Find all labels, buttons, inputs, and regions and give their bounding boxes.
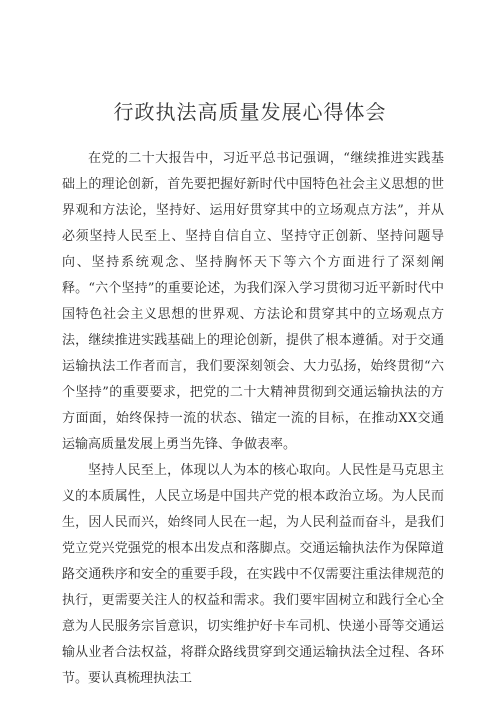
document-body [62, 146, 444, 692]
paragraph-1: 在党的二十大报告中，习近平总书记强调，“继续推进实践基础上的理论创新，首先要把握好新时代中国特色社会主义思想的世界观和方法论，坚持好、运用好贯穿其中的立场观点方法”，并从必须坚持人民至上、坚持自信自立、坚持守正创新、坚持问题导向、坚持系统观念、坚持胸怀天下等六个方面进行了深刻阐释。“六个坚持”的重要论述，为我们深入学习贯彻习近平新时代中国特色社会主义思想的世界观、方法论和贯穿其中的立场观点方法，继续推进实践基础上的理论创新，提供了根本遵循。对于交通运输执法工作者而言，我们要深刻领会、大力弘扬，始终贯彻“六个坚持”的重要要求，把党的二十大精神贯彻到交通运输执法的方方面面，始终保持一流的状态、锚定一流的目标，在推动XX交通运输高质量发展上勇当先锋、争做表率。 [62, 151, 444, 452]
paragraph-2: 坚持人民至上，体现以人为本的核心取向。人民性是马克思主义的本质属性，人民立场是中国共产党的根本政治立场。为人民而生，因人民而兴，始终同人民在一起，为人民利益而奋斗，是我们党立党兴党强党的根本出发点和落脚点。交通运输执法作为保障道路交通秩序和安全的重要手段，在实践中不仅需要注重法律规范的执行，更需要关注人的权益和需求。我们要牢固树立和践行全心全意为人民服务宗旨意识，切实维护好卡车司机、快递小哥等交通运输从业者合法权益，将群众路线贯穿到交通运输执法全过程、各环节。要认真梳理执法工 [62, 463, 444, 686]
document-title: 行政执法高质量发展心得体会 [113, 100, 387, 124]
